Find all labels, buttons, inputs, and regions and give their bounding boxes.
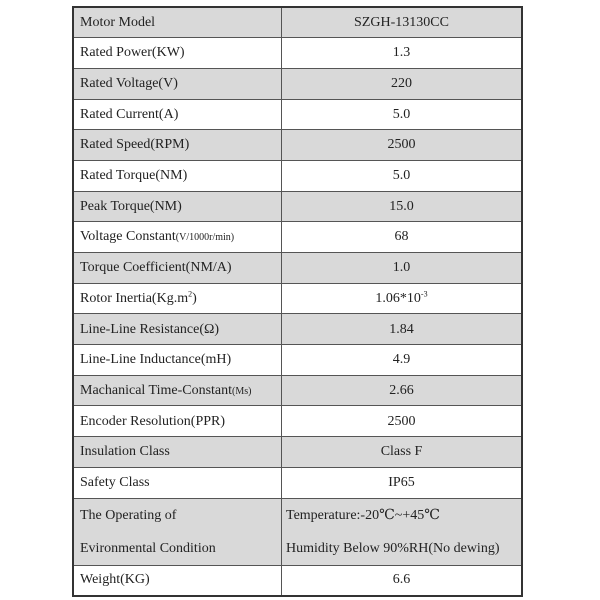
table-row [73,68,522,99]
row-value: 5.0 [282,160,523,191]
environment-label [73,498,282,565]
row-label: Torque Coefficient(NM/A) [73,253,282,284]
table-row [73,314,522,345]
table-row [73,375,522,406]
row-value: 2500 [282,406,523,437]
row-label [73,222,282,253]
environment-row [73,498,522,565]
temperature-range: Temperature:-20℃~+45℃ [286,507,440,523]
row-value: Class F [282,437,523,468]
label-end: ) [192,290,197,306]
row-value: 1.3 [282,38,523,69]
label-text: Voltage Constant [80,229,176,245]
row-label: Line-Line Resistance(Ω) [73,314,282,345]
environment-label-line: The Operating of [80,507,177,523]
table-row [73,467,522,498]
table-row [73,345,522,376]
weight-row [73,565,522,596]
row-value: SZGH-13130CC [282,7,523,38]
row-label: Rated Power(KW) [73,38,282,69]
row-label: Line-Line Inductance(mH) [73,345,282,376]
row-value: 6.6 [282,565,523,596]
row-label: Encoder Resolution(PPR) [73,406,282,437]
table-row [73,130,522,161]
row-value: 1.84 [282,314,523,345]
table-row [73,253,522,284]
humidity-limit: Humidity Below 90%RH(No dewing) [286,540,500,556]
row-label: Rated Current(A) [73,99,282,130]
label-unit: (Ms) [232,385,252,397]
row-label [73,283,282,314]
row-label [73,375,282,406]
environment-value [282,498,523,565]
table-row [73,7,522,38]
label-text: Machanical Time-Constant [80,382,233,398]
row-label: Rated Speed(RPM) [73,130,282,161]
value-text: 1.06*10 [375,290,421,306]
row-label: Weight(KG) [73,565,282,596]
row-label: Insulation Class [73,437,282,468]
label-superscript: 2 [188,289,193,299]
table-row [73,191,522,222]
table-row [73,222,522,253]
row-label: Rated Torque(NM) [73,160,282,191]
label-unit: (V/1000r/min) [175,232,235,244]
row-value [282,283,523,314]
row-label: Rated Voltage(V) [73,68,282,99]
row-value: 15.0 [282,191,523,222]
environment-label-line: Evironmental Condition [80,540,216,556]
table-row [73,283,522,314]
row-value: 1.0 [282,253,523,284]
table-row [73,437,522,468]
label-text: Rotor Inertia(Kg.m [80,290,189,306]
row-label: Motor Model [73,7,282,38]
row-value: 2500 [282,130,523,161]
table-row [73,406,522,437]
table-row [73,38,522,69]
row-value: 5.0 [282,99,523,130]
table-row [73,160,522,191]
motor-spec-table [72,6,523,597]
table-row [73,99,522,130]
row-label: Peak Torque(NM) [73,191,282,222]
row-label: Safety Class [73,467,282,498]
value-superscript: -3 [420,289,428,299]
row-value: 4.9 [282,345,523,376]
row-value: 68 [282,222,523,253]
row-value: 220 [282,68,523,99]
row-value: IP65 [282,467,523,498]
row-value: 2.66 [282,375,523,406]
